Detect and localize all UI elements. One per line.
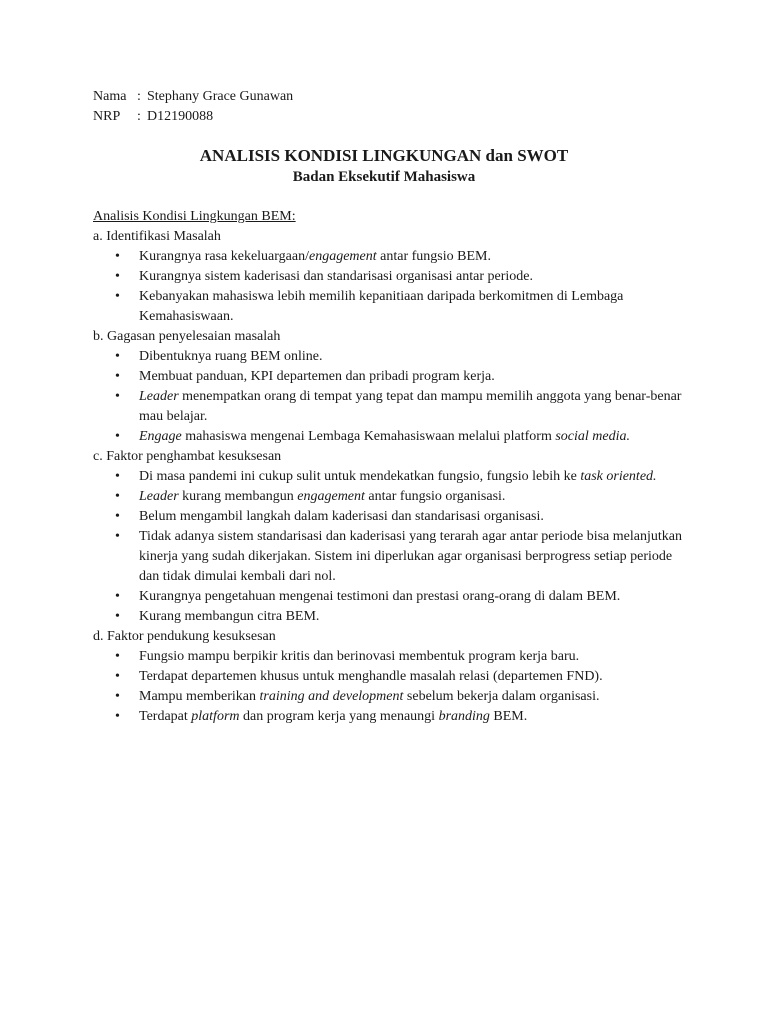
analysis-group	[93, 327, 683, 447]
bullet-text: Kurangnya pengetahuan mengenai testimoni dan prestasi orang-orang di dalam BEM.	[139, 589, 621, 604]
bullet-text: mahasiswa mengenai Lembaga Kemahasiswaan melalui platform	[181, 429, 556, 444]
group-heading: a. Identifikasi Masalah	[93, 229, 221, 244]
bullet-text: Tidak adanya sistem standarisasi dan kaderisasi yang terarah agar antar periode bisa melanjutkan kinerja yang sudah dikerjakan. Sistem ini diperlukan agar organisasi berprogress setiap periode dan tidak dimulai kembali dari nol.	[139, 529, 682, 584]
group-heading: b. Gagasan penyelesaian masalah	[93, 329, 281, 344]
bullet-text: menempatkan orang di tempat yang tepat dan mampu memilih anggota yang benar-benar mau belajar.	[139, 389, 682, 424]
analysis-group	[93, 447, 683, 627]
italic-text: Leader	[139, 489, 179, 504]
identity-block	[93, 87, 293, 127]
document-subtitle: Badan Eksekutif Mahasiswa	[292, 169, 476, 185]
analysis-group	[93, 227, 683, 327]
bullet-text: antar fungsio BEM.	[376, 249, 491, 264]
bullet-text: Fungsio mampu berpikir kritis dan berinovasi membentuk program kerja baru.	[139, 649, 580, 664]
document-content	[93, 207, 683, 727]
nrp-label: NRP	[93, 109, 121, 124]
bullet-item	[93, 347, 683, 367]
section-heading: Analisis Kondisi Lingkungan BEM:	[93, 209, 296, 224]
bullet-text: Membuat panduan, KPI departemen dan pribadi program kerja.	[139, 369, 495, 384]
name-row	[93, 87, 293, 107]
italic-text: social media.	[555, 429, 631, 444]
bullet-text: kurang membangun	[178, 489, 298, 504]
bullet-item	[93, 607, 683, 627]
name-separator: :	[137, 89, 141, 104]
italic-text: engagement	[309, 249, 377, 264]
italic-text: platform	[191, 709, 240, 724]
bullet-item	[93, 267, 683, 287]
bullet-text: Terdapat	[139, 709, 192, 724]
bullet-list	[93, 647, 683, 727]
bullet-text: Mampu memberikan	[139, 689, 260, 704]
bullet-text: Terdapat departemen khusus untuk menghandle masalah relasi (departemen FND).	[139, 669, 603, 684]
italic-text: Engage	[139, 429, 182, 444]
bullet-item	[93, 707, 683, 727]
italic-text: Leader	[139, 389, 179, 404]
bullet-text: BEM.	[489, 709, 528, 724]
nrp-row	[93, 107, 293, 127]
group-heading: c. Faktor penghambat kesuksesan	[93, 449, 282, 464]
group-heading: d. Faktor pendukung kesuksesan	[93, 629, 276, 644]
document-title: ANALISIS KONDISI LINGKUNGAN dan SWOT	[199, 146, 569, 165]
analysis-groups	[93, 227, 683, 727]
bullet-text: Di masa pandemi ini cukup sulit untuk mendekatkan fungsio, fungsio lebih ke	[139, 469, 581, 484]
bullet-text: Kurangnya sistem kaderisasi dan standarisasi organisasi antar periode.	[139, 269, 533, 284]
italic-text: engagement	[297, 489, 365, 504]
name-value: Stephany Grace Gunawan	[147, 89, 294, 104]
bullet-text: Kurang membangun citra BEM.	[139, 609, 320, 624]
bullet-text: Belum mengambil langkah dalam kaderisasi dan standarisasi organisasi.	[139, 509, 544, 524]
bullet-item	[93, 467, 683, 487]
bullet-item	[93, 667, 683, 687]
bullet-text: antar fungsio organisasi.	[364, 489, 506, 504]
bullet-item	[93, 587, 683, 607]
bullet-item	[93, 487, 683, 507]
bullet-item	[93, 527, 683, 587]
bullet-item	[93, 247, 683, 267]
italic-text: branding	[438, 709, 490, 724]
bullet-item	[93, 687, 683, 707]
bullet-item	[93, 507, 683, 527]
bullet-text: Dibentuknya ruang BEM online.	[139, 349, 323, 364]
name-label: Nama	[93, 89, 127, 104]
bullet-text: dan program kerja yang menaungi	[239, 709, 439, 724]
bullet-item	[93, 367, 683, 387]
nrp-separator: :	[137, 109, 141, 124]
bullet-list	[93, 247, 683, 327]
bullet-item	[93, 287, 683, 327]
bullet-item	[93, 427, 683, 447]
bullet-text: Kebanyakan mahasiswa lebih memilih kepanitiaan daripada berkomitmen di Lembaga Kemahasiswaan.	[139, 289, 624, 324]
bullet-item	[93, 647, 683, 667]
bullet-item	[93, 387, 683, 427]
italic-text: task oriented.	[580, 469, 657, 484]
bullet-list	[93, 467, 683, 627]
bullet-text: Kurangnya rasa kekeluargaan/	[139, 249, 309, 264]
analysis-group	[93, 627, 683, 727]
italic-text: training and development	[259, 689, 404, 704]
nrp-value: D12190088	[147, 109, 214, 124]
bullet-text: sebelum bekerja dalam organisasi.	[403, 689, 600, 704]
bullet-list	[93, 347, 683, 447]
